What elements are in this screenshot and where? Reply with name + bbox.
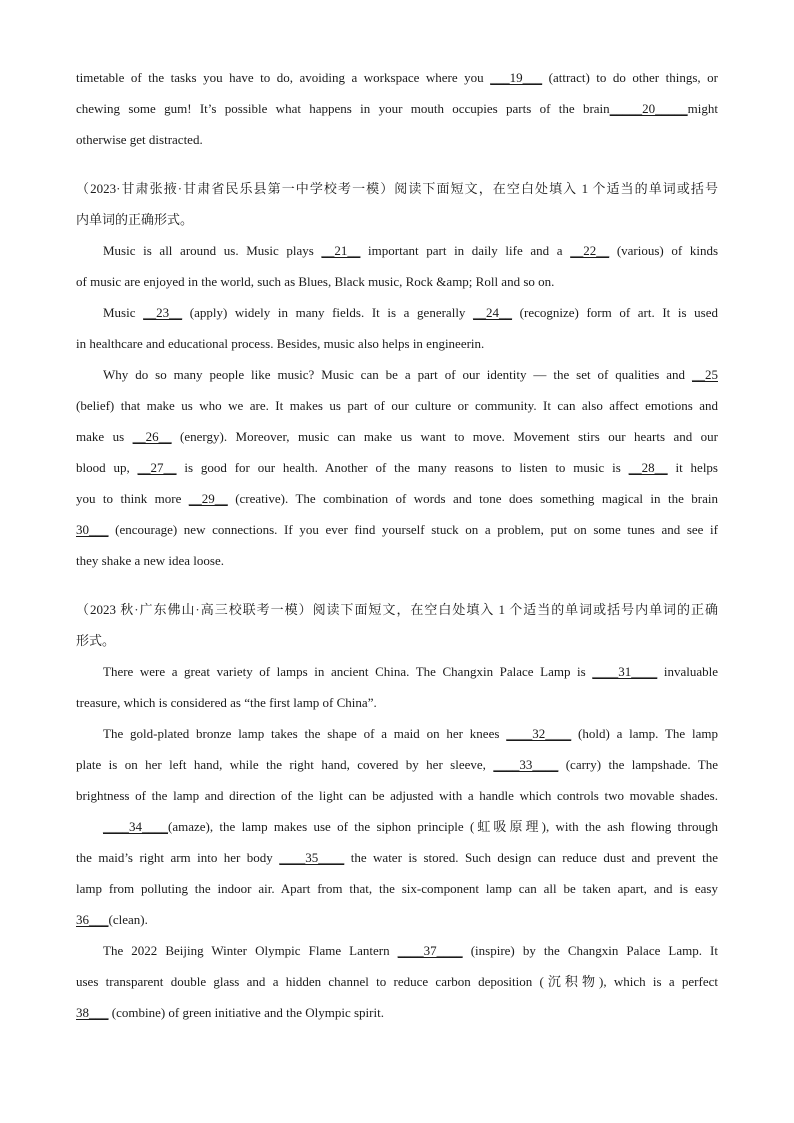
blank-28[interactable]: __28__ <box>628 460 668 475</box>
blank-29[interactable]: __29__ <box>188 491 228 506</box>
text-line: The gold-plated bronze lamp takes the shape of a maid on her knees ____32____ (hold) a lamp. The lamp <box>103 726 718 741</box>
blank-21[interactable]: __21__ <box>321 243 361 258</box>
text-line: 38___ (combine) of green initiative and the Olympic spirit. <box>76 1005 384 1020</box>
text-line: 36___(clean). <box>76 912 148 927</box>
text-line: of music are enjoyed in the world, such as Blues, Black music, Rock &amp; Roll and so on. <box>76 274 555 289</box>
blank-25[interactable]: __25 <box>692 367 718 382</box>
text-line: The 2022 Beijing Winter Olympic Flame Lantern ____37____ (inspire) by the Changxin Palace Lamp. It <box>103 943 718 958</box>
blank-30[interactable]: 30___ <box>76 522 109 537</box>
text-line: Music is all around us. Music plays __21__ important part in daily life and a __22__ (various) of kinds <box>103 243 719 258</box>
text-line: lamp from polluting the indoor air. Apart from that, the six-component lamp can all be taken apart, and is easy <box>76 881 718 896</box>
text-line: Why do so many people like music? Music can be a part of our identity — the set of qualities and __25 <box>103 367 718 382</box>
text-line: uses transparent double glass and a hidden channel to reduce carbon deposition (沉积物), which is a perfect <box>76 974 718 989</box>
blank-20[interactable]: _____20_____ <box>609 101 688 116</box>
text-line: the maid’s right arm into her body ____35____ the water is stored. Such design can reduce dust and prevent the <box>76 850 718 865</box>
blank-24[interactable]: __24__ <box>473 305 513 320</box>
text-line: treasure, which is considered as “the first lamp of China”. <box>76 695 377 710</box>
blank-32[interactable]: ____32____ <box>506 726 572 741</box>
blank-27[interactable]: __27__ <box>137 460 177 475</box>
blank-37[interactable]: ____37____ <box>397 943 463 958</box>
text-line: chewing some gum! It’s possible what happens in your mouth occupies parts of the brain_____20_____might <box>76 101 718 116</box>
text-line: make us __26__ (energy). Moreover, music can make us want to move. Movement stirs our hearts and our <box>76 429 718 444</box>
text-line: they shake a new idea loose. <box>76 553 225 568</box>
section-heading: 内单词的正确形式。 <box>76 212 194 227</box>
text-line: otherwise get distracted. <box>76 132 203 147</box>
blank-23[interactable]: __23__ <box>143 305 183 320</box>
section-heading: 形式。 <box>76 633 116 648</box>
blank-31[interactable]: ____31____ <box>592 664 658 679</box>
blank-22[interactable]: __22__ <box>570 243 610 258</box>
blank-35[interactable]: ____35____ <box>279 850 345 865</box>
text-line: blood up, __27__ is good for our health. Another of the many reasons to listen to music is __28__ it helps <box>76 460 718 475</box>
blank-36[interactable]: 36___ <box>76 912 109 927</box>
text-line: timetable of the tasks you have to do, avoiding a workspace where you ___19___ (attract) to do other things, or <box>76 70 718 85</box>
blank-34[interactable]: ____34____ <box>103 819 168 834</box>
section-heading: （2023 秋·广东佛山·高三校联考一模）阅读下面短文，在空白处填入 1 个适当的单词或括号内单词的正确 <box>76 602 718 617</box>
blank-26[interactable]: __26__ <box>132 429 172 444</box>
text-line: (belief) that make us who we are. It makes us part of our culture or community. It can also affect emotions and <box>76 398 718 413</box>
text-line: brightness of the lamp and direction of the light can be adjusted with a handle which controls two movable shades. <box>76 788 718 803</box>
blank-19[interactable]: ___19___ <box>490 70 543 85</box>
text-line: There were a great variety of lamps in ancient China. The Changxin Palace Lamp is ____31____ invaluable <box>103 664 718 679</box>
blank-33[interactable]: ____33____ <box>493 757 559 772</box>
document-page <box>76 62 718 1028</box>
text-line: plate is on her left hand, while the right hand, covered by her sleeve, ____33____ (carry) the lampshade. The <box>76 757 718 772</box>
section-heading: （2023·甘肃张掖·甘肃省民乐县第一中学校考一模）阅读下面短文，在空白处填入 1 个适当的单词或括号 <box>76 181 718 196</box>
text-line: 30___ (encourage) new connections. If you ever find yourself stuck on a problem, put on some tunes and see if <box>76 522 718 537</box>
blank-38[interactable]: 38___ <box>76 1005 109 1020</box>
text-line: in healthcare and educational process. Besides, music also helps in engineerin. <box>76 336 485 351</box>
text-line: ____34____(amaze), the lamp makes use of the siphon principle (虹吸原理), with the ash flowing through <box>103 819 718 834</box>
text-line: Music __23__ (apply) widely in many fields. It is a generally __24__ (recognize) form of art. It is used <box>103 305 719 320</box>
text-line: you to think more __29__ (creative). The combination of words and tone does something magical in the brain <box>76 491 719 506</box>
